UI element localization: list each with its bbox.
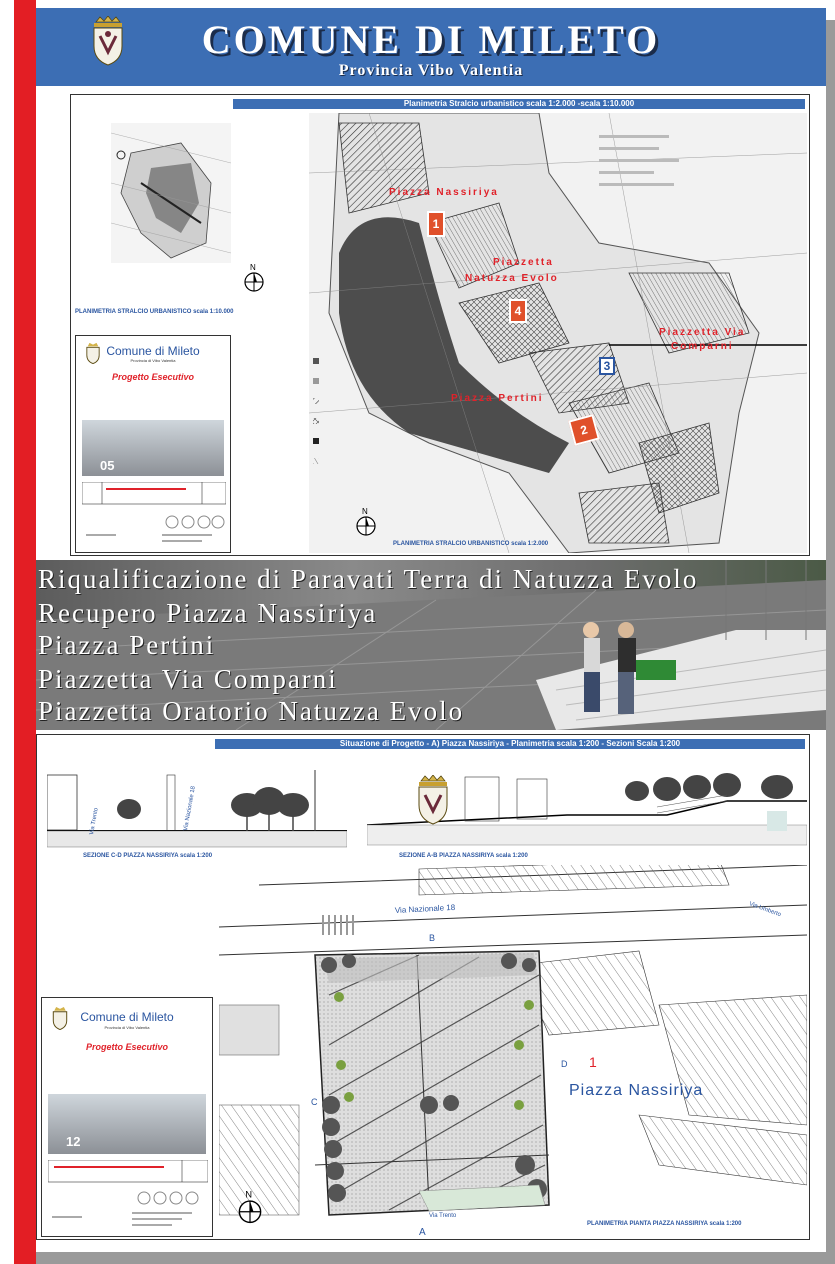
banner-line-1: Riqualificazione di Paravati Terra di Natuzza Evolo bbox=[38, 564, 699, 594]
svg-text:C: C bbox=[311, 1097, 318, 1107]
thumbnail-subtitle: Provincia di Vibo Valentia bbox=[130, 358, 176, 363]
label-piazza-pertini: Piazza Pertini bbox=[451, 393, 544, 404]
thumbnail-project: Progetto Esecutivo bbox=[111, 372, 194, 382]
project-title-banner bbox=[36, 560, 826, 730]
title-block-table bbox=[48, 1160, 208, 1232]
thumbnail-project: Progetto Esecutivo bbox=[85, 1042, 168, 1052]
title-block-thumbnail bbox=[41, 997, 213, 1237]
svg-text:A: A bbox=[419, 1227, 426, 1235]
piazza-plan-drawing bbox=[219, 865, 807, 1235]
piazza-nassiriya-panel bbox=[36, 734, 810, 1240]
right-shadow bbox=[826, 20, 835, 1264]
svg-text:Via Trento: Via Trento bbox=[429, 1213, 457, 1219]
svg-text:N: N bbox=[362, 507, 368, 516]
location-pin-1: 1 bbox=[427, 211, 445, 237]
title-block-thumbnail bbox=[75, 335, 231, 553]
overview-map bbox=[111, 123, 231, 263]
label-piazza-nassiriya: Piazza Nassiriya bbox=[389, 187, 499, 198]
north-arrow-icon bbox=[237, 1189, 263, 1225]
label-natuzza-evolo: Natuzza Evolo bbox=[465, 273, 559, 284]
project-situation-strip: Situazione di Progetto - A) Piazza Nassiriya - Planimetria scala 1:200 - Sezioni Scala 1:200 bbox=[215, 739, 805, 749]
sheet-number: 12 bbox=[66, 1134, 81, 1149]
page-header bbox=[36, 8, 826, 86]
location-pin-3: 3 bbox=[599, 357, 615, 375]
banner-line-4: Piazzetta Via Comparni bbox=[38, 664, 338, 694]
page-title: COMUNE DI MILETO bbox=[201, 17, 661, 62]
location-pin-4: 4 bbox=[509, 299, 527, 323]
section-cd-caption: SEZIONE C-D PIAZZA NASSIRIYA scala 1:200 bbox=[83, 853, 213, 859]
big-map-caption: PLANIMETRIA STRALCIO URBANISTICO scala 1:2.000 bbox=[393, 541, 549, 547]
svg-text:B: B bbox=[429, 933, 436, 943]
title-block-table bbox=[82, 482, 226, 548]
svg-text:N: N bbox=[245, 1189, 253, 1201]
label-comparni: Comparni bbox=[671, 341, 734, 352]
bottom-shadow bbox=[36, 1252, 835, 1264]
urban-plan-panel bbox=[70, 94, 810, 556]
location-pin-2: 2 bbox=[568, 414, 600, 446]
svg-text:Via Umberto: Via Umberto bbox=[748, 901, 782, 919]
coat-of-arms-logo bbox=[413, 775, 453, 825]
north-arrow-icon bbox=[243, 263, 265, 293]
red-side-stripe bbox=[14, 0, 36, 1264]
thumbnail-title: Comune di Mileto bbox=[106, 344, 200, 358]
svg-text:N: N bbox=[250, 263, 256, 272]
thumbnail-subtitle: Provincia di Vibo Valentia bbox=[104, 1025, 150, 1030]
sheet-number: 05 bbox=[100, 458, 115, 473]
svg-text:D: D bbox=[561, 1059, 568, 1069]
svg-text:Via Trento: Via Trento bbox=[89, 807, 100, 836]
page-subtitle: Provincia Vibo Valentia bbox=[338, 62, 524, 79]
banner-line-2: Recupero Piazza Nassiriya bbox=[38, 598, 378, 628]
svg-text:1: 1 bbox=[589, 1054, 597, 1070]
section-ab-caption: SEZIONE A-B PIAZZA NASSIRIYA scala 1:200 bbox=[399, 853, 528, 859]
north-arrow-icon bbox=[355, 507, 377, 537]
svg-text:Piazza Nassiriya: Piazza Nassiriya bbox=[569, 1082, 704, 1099]
label-piazzetta: Piazzetta bbox=[493, 257, 554, 268]
label-piazzetta-via: Piazzetta Via bbox=[659, 327, 746, 338]
small-map-caption: PLANIMETRIA STRALCIO URBANISTICO scala 1:10.000 bbox=[75, 309, 234, 315]
section-cd-drawing bbox=[47, 765, 347, 851]
thumbnail-title: Comune di Mileto bbox=[80, 1010, 174, 1024]
banner-line-5: Piazzetta Oratorio Natuzza Evolo bbox=[38, 696, 465, 726]
svg-text:Via Nazionale 18: Via Nazionale 18 bbox=[183, 785, 197, 832]
urban-plan-strip: Planimetria Stralcio urbanistico scala 1:2.000 -scala 1:10.000 bbox=[233, 99, 805, 109]
plan-caption: PLANIMETRIA PIANTA PIAZZA NASSIRIYA scala 1:200 bbox=[587, 1221, 742, 1227]
svg-text:Via Nazionale 18: Via Nazionale 18 bbox=[394, 902, 456, 915]
banner-line-3: Piazza Pertini bbox=[38, 630, 216, 660]
